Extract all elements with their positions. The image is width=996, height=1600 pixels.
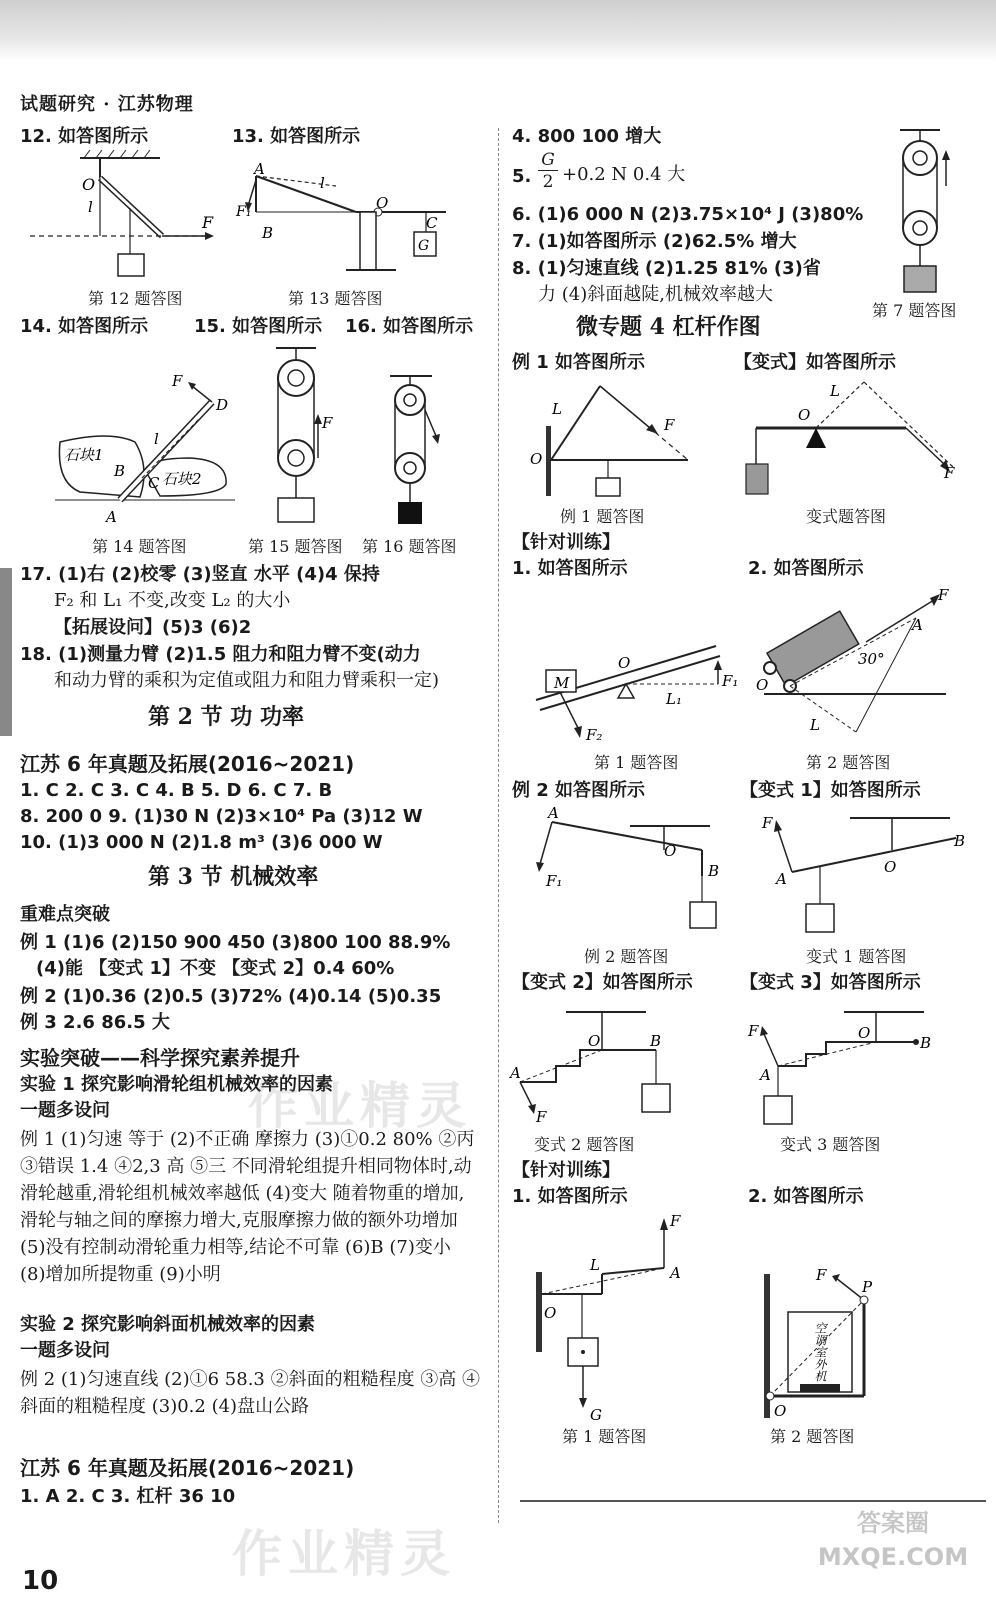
f13-label-C: C bbox=[426, 214, 438, 232]
q17-line1: 17. (1)右 (2)校零 (3)竖直 水平 (4)4 保持 bbox=[20, 564, 380, 585]
caption-ex2: 例 2 题答图 bbox=[584, 947, 669, 966]
f14-label-stone1: 石块1 bbox=[64, 446, 104, 464]
t21-label-O: O bbox=[544, 1304, 557, 1322]
caption-variant3: 变式 3 题答图 bbox=[780, 1135, 881, 1154]
q5-frac-den: 2 bbox=[542, 172, 554, 192]
f15-label-F: F bbox=[322, 414, 333, 432]
figure-q16 bbox=[386, 370, 456, 530]
figure-variant2 bbox=[510, 1004, 700, 1132]
variant3-label-A: A bbox=[760, 1066, 771, 1084]
figure-training1-q1 bbox=[530, 640, 750, 750]
variant2-label-A: A bbox=[510, 1064, 521, 1082]
training2-q2: 2. 如答图所示 bbox=[748, 1186, 864, 1207]
t1-label-F2: F₂ bbox=[586, 726, 603, 744]
f13-label-O: O bbox=[376, 194, 389, 212]
variant-label-O: O bbox=[798, 406, 811, 424]
caption-variant1: 变式 1 题答图 bbox=[806, 947, 907, 966]
section3-ex3: 例 3 2.6 86.5 大 bbox=[20, 1012, 170, 1033]
caption-q12: 第 12 题答图 bbox=[88, 289, 183, 308]
section2-title: 第 2 节 功 功率 bbox=[148, 704, 304, 730]
t21-label-A: A bbox=[670, 1264, 681, 1282]
q15-text: 15. 如答图所示 bbox=[194, 316, 323, 337]
section3-ex2: 例 2 (1)0.36 (2)0.5 (3)72% (4)0.14 (5)0.35 bbox=[20, 986, 442, 1007]
section2-subtitle: 江苏 6 年真题及拓展(2016~2021) bbox=[20, 752, 355, 776]
t1-label-O: O bbox=[618, 654, 631, 672]
section3-key-points: 重难点突破 bbox=[20, 904, 110, 925]
page-number: 10 bbox=[22, 1566, 59, 1596]
figure-training2-q1 bbox=[530, 1212, 730, 1422]
experiment2-title: 实验 2 探究影响斜面机械效率的因素 bbox=[20, 1314, 316, 1335]
caption-q13: 第 13 题答图 bbox=[288, 289, 383, 308]
t22-label-O: O bbox=[774, 1402, 787, 1420]
t22-label-P: P bbox=[862, 1278, 873, 1296]
q17-line2: F₂ 和 L₁ 不变,改变 L₂ 的大小 bbox=[54, 590, 291, 611]
t2-label-F: F bbox=[938, 586, 949, 604]
caption-q14: 第 14 题答图 bbox=[92, 537, 187, 556]
experiment-title: 实验突破——科学探究素养提升 bbox=[20, 1046, 300, 1070]
corner-logo: 答案圈 MXQE.COM bbox=[817, 1509, 969, 1571]
variant3-text: 【变式 3】如答图所示 bbox=[740, 972, 921, 993]
f13-label-G: G bbox=[418, 238, 430, 254]
training1-q1: 1. 如答图所示 bbox=[512, 558, 628, 579]
f14-label-A: A bbox=[106, 508, 117, 526]
figure-training1-q2 bbox=[756, 582, 976, 742]
caption-variant: 变式题答图 bbox=[806, 507, 887, 526]
figure-q12 bbox=[30, 150, 230, 280]
t2-label-angle: 30° bbox=[858, 650, 885, 668]
t21-label-F: F bbox=[670, 1212, 681, 1230]
f14-label-l: l bbox=[154, 430, 159, 448]
column-divider bbox=[498, 128, 499, 1523]
training1-heading: 【针对训练】 bbox=[512, 532, 620, 553]
figure-q14 bbox=[50, 372, 240, 532]
caption-variant2: 变式 2 题答图 bbox=[534, 1135, 635, 1154]
q5-rest: +0.2 N 0.4 大 bbox=[562, 164, 686, 185]
q6-text: 6. (1)6 000 N (2)3.75×10⁴ J (3)80% bbox=[512, 204, 864, 225]
caption-training2-q1: 第 1 题答图 bbox=[562, 1427, 647, 1446]
caption-q15: 第 15 题答图 bbox=[248, 537, 343, 556]
ex1-label-F: F bbox=[664, 416, 675, 434]
variant3-label-O: O bbox=[858, 1024, 871, 1042]
ex1-label-O: O bbox=[530, 450, 543, 468]
t21-label-G: G bbox=[590, 1406, 602, 1424]
figure-variant1 bbox=[760, 806, 980, 946]
experiment1-subtitle: 一题多设问 bbox=[20, 1100, 110, 1121]
variant2-label-O: O bbox=[588, 1032, 601, 1050]
f14-label-C: C bbox=[148, 474, 160, 492]
watermark-bottom: 作业精灵 bbox=[232, 1525, 456, 1583]
f14-label-stone2: 石块2 bbox=[162, 470, 202, 488]
q16-text: 16. 如答图所示 bbox=[345, 316, 474, 337]
variant2-label-B: B bbox=[650, 1032, 662, 1050]
f14-label-D: D bbox=[216, 396, 229, 414]
f13-label-l: l bbox=[320, 174, 325, 192]
variant2-label-F: F bbox=[536, 1108, 547, 1126]
caption-training1-q2: 第 2 题答图 bbox=[806, 753, 891, 772]
t1-label-M: M bbox=[554, 674, 570, 692]
training1-q2: 2. 如答图所示 bbox=[748, 558, 864, 579]
variant2-text: 【变式 2】如答图所示 bbox=[512, 972, 693, 993]
figure-ex2 bbox=[530, 806, 740, 946]
f12-label-O: O bbox=[82, 175, 96, 194]
t22-label-ac-unit: 空调室外机 bbox=[813, 1322, 827, 1382]
variant1-label-F: F bbox=[762, 814, 773, 832]
figure-variant3 bbox=[744, 1004, 964, 1132]
q13-text: 13. 如答图所示 bbox=[232, 126, 361, 147]
t22-label-F: F bbox=[816, 1266, 827, 1284]
variant1-text: 【变式 1】如答图所示 bbox=[740, 780, 921, 801]
q5-frac-num: G bbox=[538, 150, 558, 171]
variant3-label-F: F bbox=[748, 1022, 759, 1040]
q12-text: 12. 如答图所示 bbox=[20, 126, 149, 147]
ex2-text: 例 2 如答图所示 bbox=[512, 780, 646, 801]
f14-label-B: B bbox=[114, 462, 126, 480]
t2-label-A: A bbox=[912, 616, 923, 634]
section2-line3: 10. (1)3 000 N (2)1.8 m³ (3)6 000 W bbox=[20, 832, 383, 853]
t21-label-L: L bbox=[590, 1256, 600, 1274]
experiment1-body: 例 1 (1)匀速 等于 (2)不正确 摩擦力 (3)①0.2 80% ②丙 ③错误 1.4 ④2,3 高 ⑤三 不同滑轮组提升相同物体时,动滑轮越重,滑轮组机械效率越低 (4)变大 随着物重的增加,滑轮与轴之间的摩擦力增大,克服摩擦力做的额外功增加 (5)没有控制动滑轮重力相等,结论不可靠 (6)B (7)变小 (8)增加所提物重 (9)小明 bbox=[20, 1129, 475, 1285]
section4-subtitle: 江苏 6 年真题及拓展(2016~2021) bbox=[20, 1456, 355, 1480]
q8-line2: 力 (4)斜面越陡,机械效率越大 bbox=[538, 284, 773, 305]
experiment2-body: 例 2 (1)匀速直线 (2)①6 58.3 ②斜面的粗糙程度 ③高 ④斜面的粗糙程度 (3)0.2 (4)盘山公路 bbox=[20, 1369, 481, 1417]
q4-text: 4. 800 100 增大 bbox=[512, 126, 662, 147]
ex2-label-O: O bbox=[664, 842, 677, 860]
figure-q15 bbox=[262, 342, 342, 532]
section2-line1: 1. C 2. C 3. C 4. B 5. D 6. C 7. B bbox=[20, 780, 333, 801]
variant3-label-B: B bbox=[920, 1034, 932, 1052]
f13-label-F1: F₁ bbox=[236, 204, 252, 220]
q7-text: 7. (1)如答图所示 (2)62.5% 增大 bbox=[512, 231, 797, 252]
caption-q7: 第 7 题答图 bbox=[872, 301, 957, 320]
q8-line1: 8. (1)匀速直线 (2)1.25 81% (3)省 bbox=[512, 258, 821, 279]
variant-label-F: F bbox=[944, 464, 955, 482]
side-tab-marker bbox=[0, 568, 12, 736]
ex2-label-F1: F₁ bbox=[546, 872, 563, 890]
f13-label-B: B bbox=[262, 224, 274, 242]
f12-label-F: F bbox=[202, 213, 214, 232]
page-header: 试题研究 · 江苏物理 bbox=[20, 94, 194, 115]
section3-ex1-line2: (4)能 【变式 1】不变 【变式 2】0.4 60% bbox=[36, 958, 395, 979]
topic4-title: 微专题 4 杠杆作图 bbox=[576, 314, 761, 340]
f14-label-F: F bbox=[172, 372, 183, 390]
variant1-label-A: A bbox=[776, 870, 787, 888]
experiment2-subtitle: 一题多设问 bbox=[20, 1340, 110, 1361]
ex2-label-A: A bbox=[548, 804, 559, 822]
t2-label-L: L bbox=[810, 716, 820, 734]
f12-label-l: l bbox=[88, 198, 93, 216]
t1-label-F1: F₁ bbox=[722, 672, 739, 690]
training2-heading: 【针对训练】 bbox=[512, 1160, 620, 1181]
variant-text: 【变式】如答图所示 bbox=[734, 352, 896, 373]
section2-line2: 8. 200 0 9. (1)30 N (2)3×10⁴ Pa (3)12 W bbox=[20, 806, 423, 827]
figure-variant bbox=[744, 378, 964, 502]
ex1-text: 例 1 如答图所示 bbox=[512, 352, 646, 373]
watermark-center: 作业精灵 bbox=[248, 1077, 472, 1135]
q14-text: 14. 如答图所示 bbox=[20, 316, 149, 337]
figure-q7 bbox=[886, 126, 976, 296]
q5-number: 5. bbox=[512, 166, 532, 187]
section3-ex1-line1: 例 1 (1)6 (2)150 900 450 (3)800 100 88.9% bbox=[20, 932, 451, 953]
q18-line2: 和动力臂的乘积为定值或阻力和阻力臂乘积一定) bbox=[54, 670, 440, 691]
caption-ex1: 例 1 题答图 bbox=[560, 507, 645, 526]
variant1-label-B: B bbox=[954, 832, 966, 850]
figure-q13 bbox=[236, 150, 456, 280]
training2-q1: 1. 如答图所示 bbox=[512, 1186, 628, 1207]
scan-top-band bbox=[0, 0, 996, 62]
caption-q16: 第 16 题答图 bbox=[362, 537, 457, 556]
figure-ex1 bbox=[530, 378, 710, 502]
caption-training1-q1: 第 1 题答图 bbox=[594, 753, 679, 772]
variant-label-L: L bbox=[830, 382, 840, 400]
bottom-rule bbox=[520, 1500, 986, 1502]
f13-label-A: A bbox=[254, 160, 265, 178]
ex1-label-L: L bbox=[552, 400, 562, 418]
figure-training2-q2 bbox=[760, 1260, 960, 1422]
ex2-label-B: B bbox=[708, 862, 720, 880]
variant1-label-O: O bbox=[884, 858, 897, 876]
experiment1-title: 实验 1 探究影响滑轮组机械效率的因素 bbox=[20, 1074, 334, 1095]
t1-label-L1: L₁ bbox=[666, 690, 682, 708]
q18-line1: 18. (1)测量力臂 (2)1.5 阻力和阻力臂不变(动力 bbox=[20, 644, 421, 665]
t2-label-O: O bbox=[756, 676, 769, 694]
q17-extension: 【拓展设问】(5)3 (6)2 bbox=[54, 617, 252, 638]
section3-title: 第 3 节 机械效率 bbox=[148, 864, 319, 890]
section4-line1: 1. A 2. C 3. 杠杆 36 10 bbox=[20, 1486, 236, 1507]
caption-training2-q2: 第 2 题答图 bbox=[770, 1427, 855, 1446]
